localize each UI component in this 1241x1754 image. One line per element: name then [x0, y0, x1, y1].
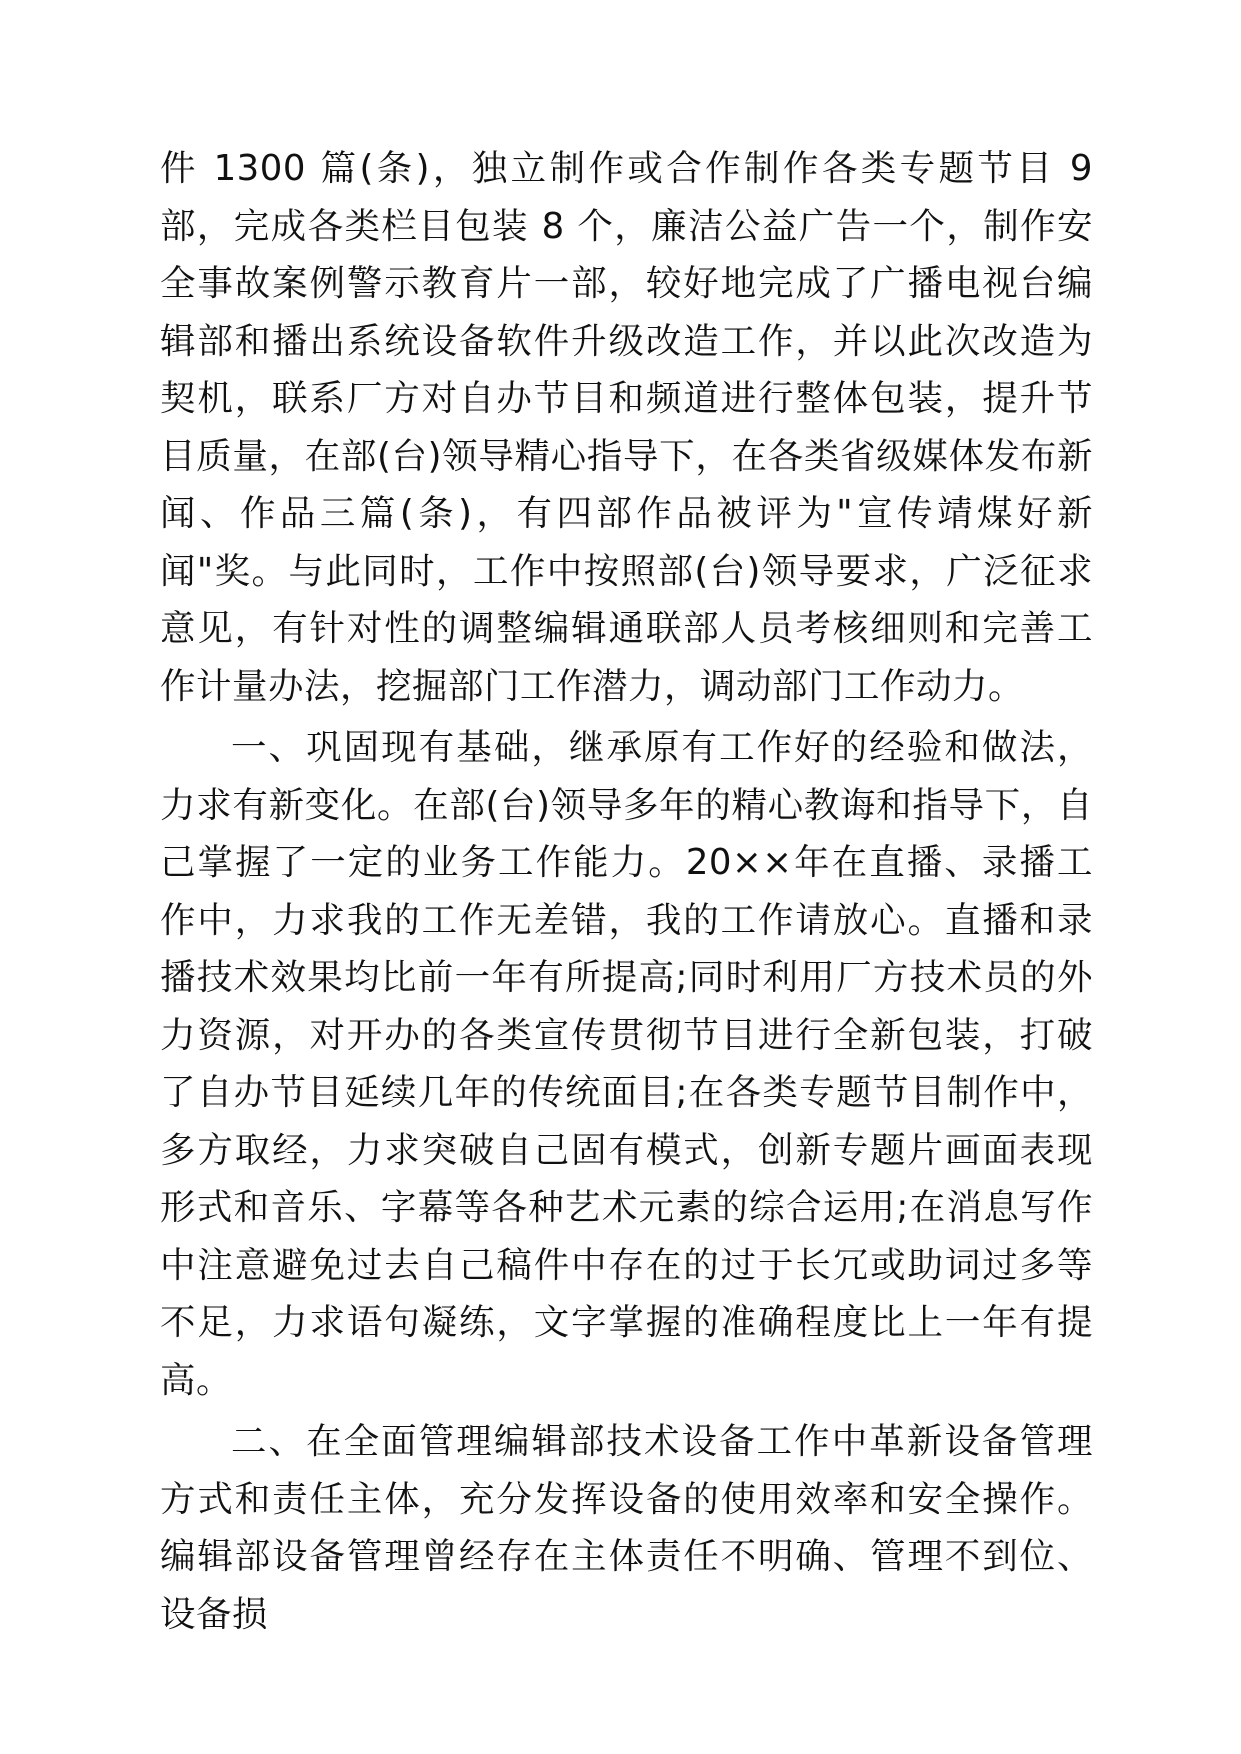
paragraph-1: 件 1300 篇(条)，独立制作或合作制作各类专题节目 9 部，完成各类栏目包装 8 个，廉洁公益广告一个，制作安全事故案例警示教育片一部，较好地完成了广播电视台编辑部和播出系统设备软件升级改造工作，并以此次改造为契机，联系厂方对自办节目和频道进行整体包装，提升节目质量，在部(台)领导精心指导下，在各类省级媒体发布新闻、作品三篇(条)，有四部作品被评为"宣传靖煤好新闻"奖。与此同时，工作中按照部(台)领导要求，广泛征求意见，有针对性的调整编辑通联部人员考核细则和完善工作计量办法，挖掘部门工作潜力，调动部门工作动力。 [160, 148, 1093, 707]
paragraph-3: 二、在全面管理编辑部技术设备工作中革新设备管理方式和责任主体，充分发挥设备的使用效率和安全操作。编辑部设备管理曾经存在主体责任不明确、管理不到位、设备损 [160, 1421, 1093, 1635]
paragraph-2: 一、巩固现有基础，继承原有工作好的经验和做法，力求有新变化。在部(台)领导多年的精心教诲和指导下，自己掌握了一定的业务工作能力。20××年在直播、录播工作中，力求我的工作无差错，我的工作请放心。直播和录播技术效果均比前一年有所提高;同时利用厂方技术员的外力资源，对开办的各类宣传贯彻节目进行全新包装，打破了自办节目延续几年的传统面目;在各类专题节目制作中，多方取经，力求突破自己固有模式，创新专题片画面表现形式和音乐、字幕等各种艺术元素的综合运用;在消息写作中注意避免过去自己稿件中存在的过于长冗或助词过多等不足，力求语句凝练，文字掌握的准确程度比上一年有提高。 [160, 727, 1093, 1401]
document-body [160, 140, 1093, 1643]
